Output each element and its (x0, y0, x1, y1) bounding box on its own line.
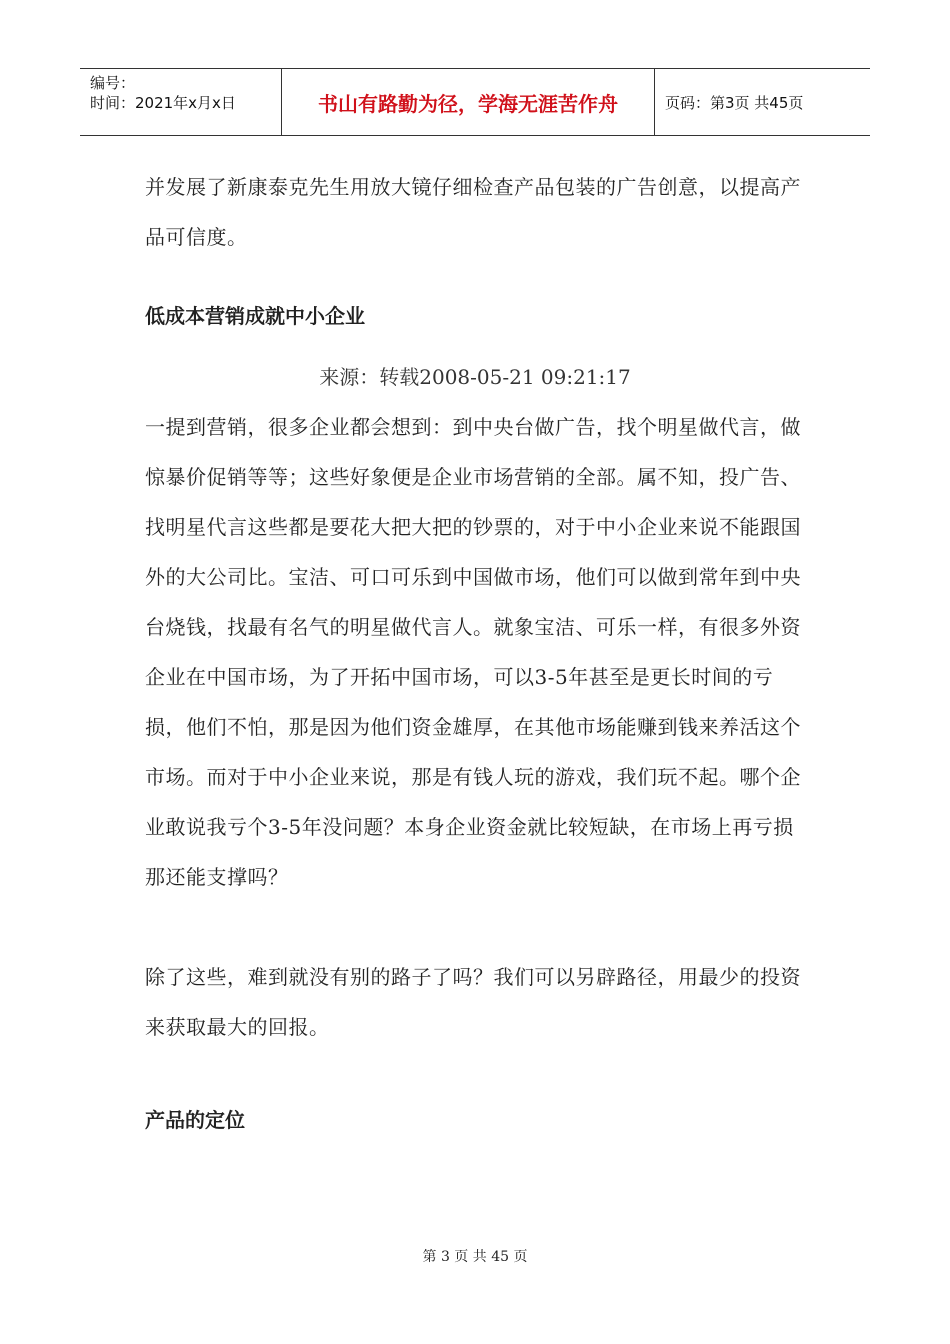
paragraph-spacer (145, 902, 805, 952)
page-header (80, 68, 870, 136)
section-heading-low-cost-marketing: 低成本营销成就中小企业 (145, 304, 365, 328)
section-heading-product-positioning: 产品的定位 (145, 1108, 245, 1132)
article-source: 来源：转载2008-05-21 09:21:17 (319, 365, 631, 389)
header-page-info: 页码：第3页 共45页 (665, 93, 804, 112)
date-label: 时间：2021年x月x日 (90, 94, 236, 112)
header-meta (80, 69, 282, 135)
document-body (145, 160, 805, 1145)
paragraph-alternative: 除了这些，难到就没有别的路子了吗？我们可以另辟路径，用最少的投资来获取最大的回报。 (145, 965, 801, 1039)
header-motto: 书山有路勤为径，学海无涯苦作舟 (282, 69, 655, 135)
page-footer: 第 3 页 共 45 页 (422, 1249, 528, 1265)
doc-number-label: 编号： (90, 74, 136, 92)
paragraph-main: 一提到营销，很多企业都会想到：到中央台做广告，找个明星做代言，做惊暴价促销等等；这些好象便是企业市场营销的全部。属不知，投广告、找明星代言这些都是要花大把大把的钞票的，对于中小企业来说不能跟国外的大公司比。宝洁、可口可乐到中国做市场，他们可以做到常年到中央台烧钱，找最有名气的明星做代言人。就象宝洁、可乐一样，有很多外资企业在中国市场，为了开拓中国市场，可以3-5年甚至是更长时间的亏损，他们不怕，那是因为他们资金雄厚，在其他市场能赚到钱来养活这个市场。而对于中小企业来说，那是有钱人玩的游戏，我们玩不起。哪个企业敢说我亏个3-5年没问题？本身企业资金就比较短缺，在市场上再亏损那还能支撑吗？ (145, 415, 801, 889)
paragraph-intro: 并发展了新康泰克先生用放大镜仔细检查产品包装的广告创意，以提高产品可信度。 (145, 175, 801, 249)
